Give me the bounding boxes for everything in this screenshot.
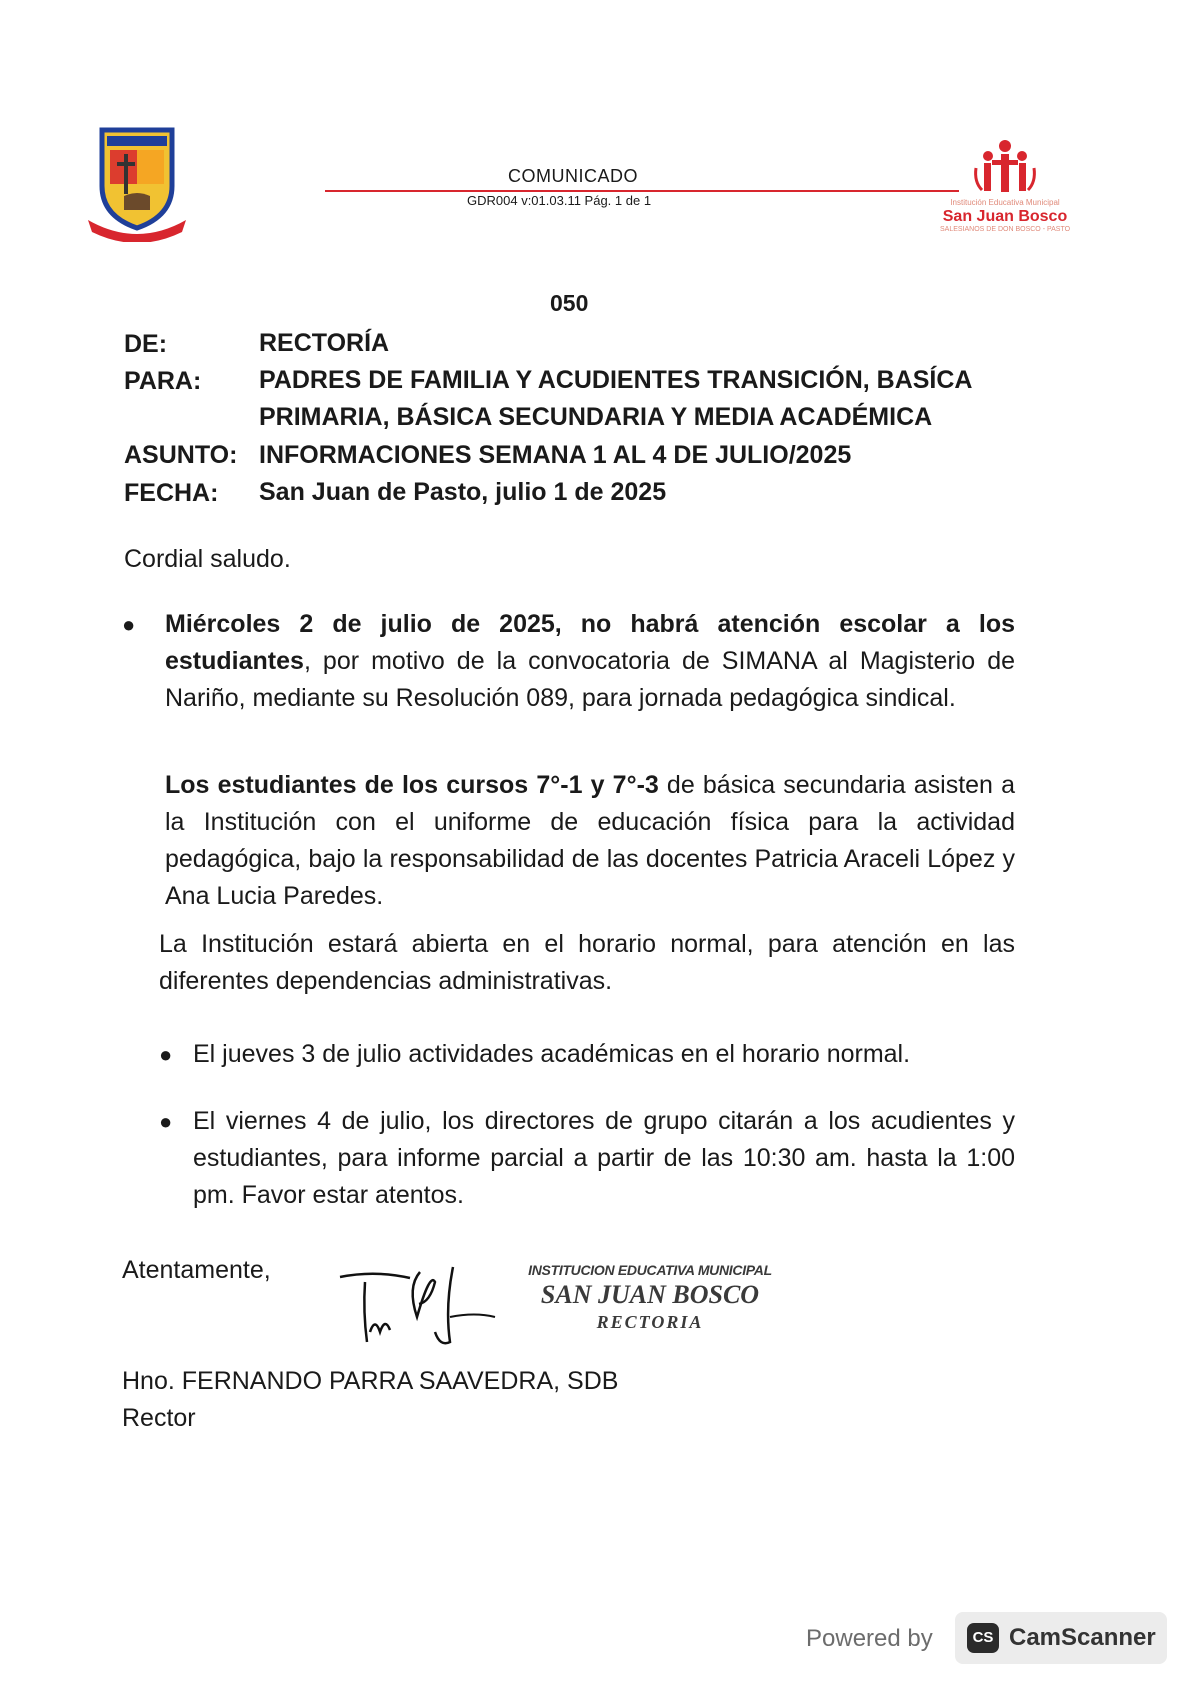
fecha-label: FECHA: (124, 479, 219, 507)
item-3-paragraph: El viernes 4 de julio, los directores de grupo citarán a los acudientes y estudiantes, para informe parcial a partir de las 10:30 am. hasta la 1:00 pm. Favor estar atentos. (193, 1107, 1015, 1209)
salutation: Atentamente, (122, 1256, 271, 1284)
camscanner-badge (955, 1612, 1167, 1664)
powered-by-label: Powered by (806, 1625, 933, 1652)
logo-line-2: San Juan Bosco (942, 208, 1068, 225)
bullet-icon: ● (159, 1109, 173, 1134)
institution-crest-logo (84, 124, 190, 242)
de-label: DE: (124, 330, 168, 358)
stamp-line-2: SAN JUAN BOSCO (540, 1280, 760, 1309)
fecha-value: San Juan de Pasto, julio 1 de 2025 (259, 478, 667, 506)
item-1-paragraph-3: La Institución estará abierta en el horario normal, para atención en las diferentes dependencias administrativas. (159, 930, 1015, 995)
camscanner-icon: CS (967, 1623, 999, 1653)
salesian-people-icon (970, 138, 1040, 198)
item-1-text: , por motivo de la convocatoria de SIMANA al Magisterio de Nariño, mediante su Resolución 089, para jornada pedagógica sindical. (165, 647, 1015, 712)
document-type-title: COMUNICADO (508, 166, 638, 186)
signer-name: Hno. FERNANDO PARRA SAAVEDRA, SDB (122, 1367, 619, 1395)
para-value-line-2: PRIMARIA, BÁSICA SECUNDARIA Y MEDIA ACADÉMICA (259, 403, 933, 431)
logo-line-3: SALESIANOS DE DON BOSCO - PASTO (940, 226, 1071, 233)
stamp-line-1: INSTITUCION EDUCATIVA MUNICIPAL (528, 1262, 772, 1278)
de-value: RECTORÍA (259, 329, 390, 357)
greeting: Cordial saludo. (124, 545, 291, 573)
item-1-p2-bold: Los estudiantes de los cursos 7°-1 y 7°-3 (165, 771, 659, 799)
document-code: GDR004 v:01.03.11 Pág. 1 de 1 (467, 193, 652, 208)
bullet-icon: ● (122, 612, 136, 637)
handwritten-signature (335, 1262, 505, 1352)
salesian-logo (940, 138, 1070, 253)
signer-title: Rector (122, 1404, 196, 1432)
item-2-paragraph: El jueves 3 de julio actividades académicas en el horario normal. (193, 1040, 911, 1068)
header-divider (325, 190, 959, 192)
camscanner-name: CamScanner (1009, 1624, 1156, 1651)
asunto-value: INFORMACIONES SEMANA 1 AL 4 DE JULIO/2025 (259, 441, 852, 469)
stamp-line-3: RECTORIA (596, 1312, 704, 1332)
para-value (259, 362, 1029, 436)
bullet-icon: ● (159, 1042, 173, 1067)
para-label: PARA: (124, 367, 202, 395)
item-1-paragraph-2 (165, 767, 1015, 915)
logo-line-1: Institución Educativa Municipal (950, 198, 1060, 207)
item-1-bold: Miércoles 2 de julio de 2025, no habrá atención escolar a los estudiantes (165, 610, 1015, 675)
rectory-stamp (525, 1262, 775, 1333)
document-number: 050 (550, 290, 589, 316)
item-1-p2-text: de básica secundaria asisten a la Institución con el uniforme de educación física para la actividad pedagógica, bajo la responsabilidad de las docentes Patricia Araceli López y Ana Lucia Paredes. (165, 771, 1015, 910)
asunto-label: ASUNTO: (124, 441, 238, 469)
item-1-paragraph (165, 606, 1015, 717)
para-value-line-1: PADRES DE FAMILIA Y ACUDIENTES TRANSICIÓN, BASÍCA (259, 366, 973, 394)
